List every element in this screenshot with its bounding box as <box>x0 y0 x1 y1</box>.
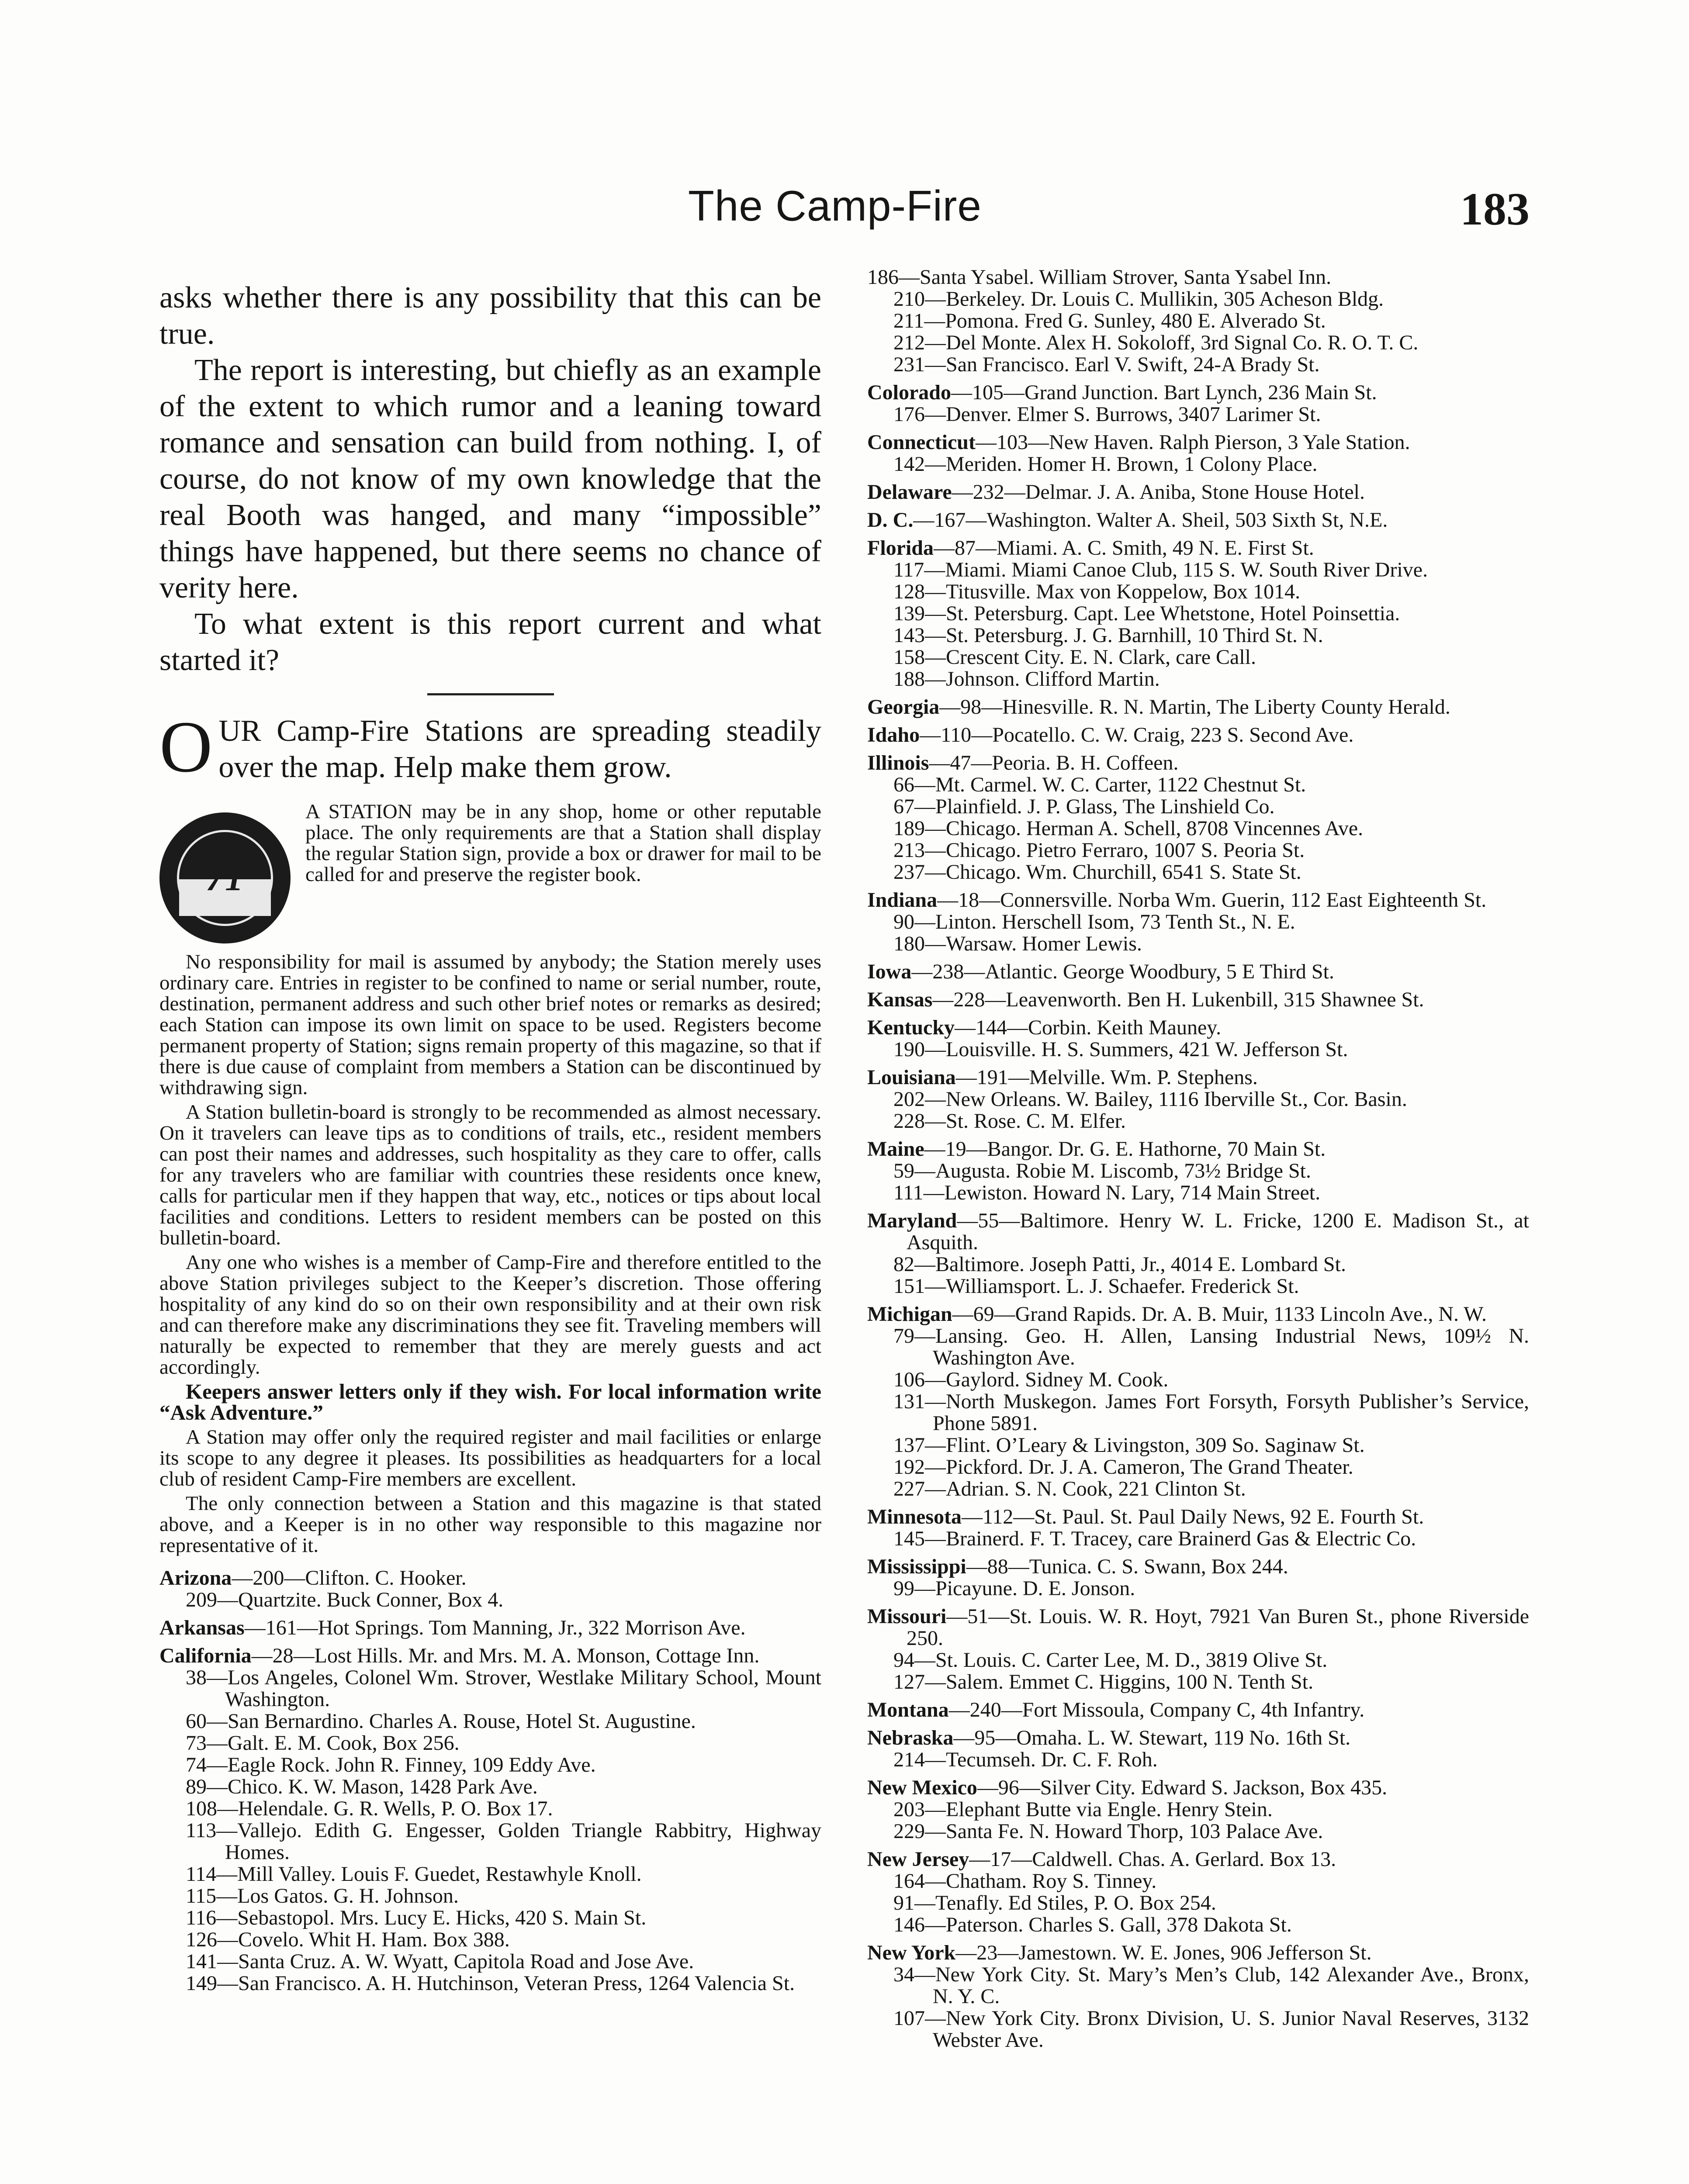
station-entry-text: 113—Vallejo. Edith G. Engesser, Golden Triangle Rabbitry, Highway Homes. <box>186 1819 821 1864</box>
notice-paragraph: No responsibility for mail is assumed by anybody; the Station merely uses ordinary care. Entries in register to be confined to name or serial number, route, destination, permanent address and such other brief notes or remarks as desired; each Station can impose its own limit on space to be used. Registers become permanent property of Station; signs remain property of this magazine, so that if there is due cause of complaint from members a Station can be discontinued by withdrawing sign. <box>159 950 821 1099</box>
station-state: Maryland <box>867 1209 957 1232</box>
station-state: Georgia <box>867 695 940 719</box>
station-entry-text: —98—Hinesville. R. N. Martin, The Liberty County Herald. <box>939 695 1450 719</box>
station-group <box>159 1617 821 1639</box>
page-number: 183 <box>1460 183 1530 235</box>
station-group <box>867 889 1529 955</box>
station-entry-text: 139—St. Petersburg. Capt. Lee Whetstone, Hotel Poinsettia. <box>893 602 1400 625</box>
station-entry-text: 115—Los Gatos. G. H. Johnson. <box>186 1884 459 1908</box>
station-entry-text: 89—Chico. K. W. Mason, 1428 Park Ave. <box>186 1775 538 1798</box>
article-paragraph: To what extent is this report current and what started it? <box>159 607 821 677</box>
station-entry-text: 231—San Francisco. Earl V. Swift, 24-A Brady St. <box>893 353 1320 376</box>
station-entry <box>867 1017 1529 1039</box>
station-entry-text: 151—Williamsport. L. J. Schaefer. Frederick St. <box>893 1275 1299 1298</box>
station-group <box>867 266 1529 376</box>
station-entry-text: —19—Bangor. Dr. G. E. Hathorne, 70 Main St. <box>924 1137 1326 1161</box>
station-entry <box>867 404 1529 425</box>
station-entry-text: —17—Caldwell. Chas. A. Gerlard. Box 13. <box>969 1848 1336 1871</box>
notice-paragraph: Any one who wishes is a member of Camp-Fire and therefore entitled to the above Station privileges subject to the Keeper’s discretion. Those offering hospitality of any kind do so on their own responsibility and at their own risk and can therefore make any discriminations they see fit. Traveling members will naturally be expected to remember that they are merely guests and act accordingly. <box>159 1251 821 1379</box>
station-entry <box>867 1821 1529 1842</box>
station-group <box>867 1727 1529 1771</box>
station-entry <box>867 1456 1529 1478</box>
article-paragraph: asks whether there is any possibility that this can be true. <box>159 281 821 351</box>
station-entry-text: 158—Crescent City. E. N. Clark, care Call. <box>893 646 1256 669</box>
station-state: Nebraska <box>867 1726 954 1749</box>
station-entry-text: 79—Lansing. Geo. H. Allen, Lansing Industrial News, 109½ N. Washington Ave. <box>893 1324 1529 1369</box>
station-entry-text: —47—Peoria. B. H. Coffeen. <box>929 751 1179 774</box>
station-state: Kentucky <box>867 1016 955 1039</box>
station-group <box>867 1210 1529 1297</box>
station-entry-text: —238—Atlantic. George Woodbury, 5 E Third St. <box>911 960 1334 983</box>
station-entry <box>867 933 1529 955</box>
notice-paragraph: A STATION may be in any shop, home or other reputable place. The only requirements are that a Station shall display the regular Station sign, provide a box or drawer for mail to be called for and preserve the register book. <box>305 801 821 886</box>
station-entry-text: —51—St. Louis. W. R. Hoyt, 7921 Van Buren St., phone Riverside 250. <box>907 1605 1529 1650</box>
station-state: California <box>159 1644 252 1667</box>
station-entry <box>159 1820 821 1863</box>
right-column <box>867 266 1529 2184</box>
station-state: Michigan <box>867 1303 952 1326</box>
station-entry <box>867 1528 1529 1550</box>
article-paragraph: The report is interesting, but chiefly as an example of the extent to which rumor and a leaning toward romance and sensation can build from nothing. I, of course, do not know of my own knowledge that the real Booth was hanged, and many “impossible” things have happened, but there seems no chance of verity here. <box>159 353 821 605</box>
station-group <box>867 1138 1529 1204</box>
station-group <box>867 1849 1529 1936</box>
station-entry <box>867 646 1529 668</box>
station-entry-text: 131—North Muskegon. James Fort Forsyth, Forsyth Publisher’s Service, Phone 5891. <box>893 1390 1529 1435</box>
station-entry <box>159 1863 821 1885</box>
station-entry <box>867 1799 1529 1821</box>
station-entry-text: 73—Galt. E. M. Cook, Box 256. <box>186 1731 460 1755</box>
station-entry <box>159 1973 821 1994</box>
station-entry <box>867 668 1529 690</box>
station-state: Connecticut <box>867 431 976 454</box>
station-state: D. C. <box>867 508 914 532</box>
station-entry-text: 38—Los Angeles, Colonel Wm. Strover, Westlake Military School, Mount Washington. <box>186 1666 821 1711</box>
station-entry <box>867 432 1529 453</box>
station-entry-text: —96—Silver City. Edward S. Jackson, Box 435. <box>977 1776 1388 1799</box>
group-gap <box>867 2051 1529 2057</box>
stations-intro-text: UR Camp-Fire Stations are spreading steadily over the map. Help make them grow. <box>218 714 821 784</box>
station-entry-text: 99—Picayune. D. E. Jonson. <box>893 1577 1135 1600</box>
station-entry <box>867 1089 1529 1110</box>
station-entry-text: —112—St. Paul. St. Paul Daily News, 92 E. Fourth St. <box>962 1505 1424 1528</box>
station-entry <box>159 1929 821 1951</box>
station-entry <box>867 382 1529 404</box>
station-entry-text: 34—New York City. St. Mary’s Men’s Club, 142 Alexander Ave., Bronx, N. Y. C. <box>893 1963 1529 2008</box>
station-entry <box>867 818 1529 840</box>
station-entry <box>867 1578 1529 1600</box>
notice-paragraph: The only connection between a Station and this magazine is that stated above, and a Keeper is in no other way responsible to this magazine nor representative of it. <box>159 1492 821 1556</box>
station-entry <box>867 1160 1529 1182</box>
station-entry-text: 128—Titusville. Max von Koppelow, Box 1014. <box>893 580 1301 603</box>
station-entry <box>159 1798 821 1820</box>
group-gap <box>159 1994 821 2001</box>
station-state: Florida <box>867 536 934 560</box>
station-entry-text: 214—Tecumseh. Dr. C. F. Roh. <box>893 1748 1158 1771</box>
station-entry <box>867 696 1529 718</box>
keepers-notice: Keepers answer letters only if they wish. For local information write “Ask Adventure.” <box>159 1379 821 1424</box>
station-entry <box>867 453 1529 475</box>
station-sign-badge <box>159 812 291 943</box>
station-entry <box>159 1567 821 1589</box>
station-entry-text: —23—Jamestown. W. E. Jones, 906 Jefferson St. <box>955 1941 1372 1964</box>
notice-paragraph: A Station bulletin-board is strongly to be recommended as almost necessary. On it travelers can leave tips as to conditions of trails, etc., resident members can post their names and addresses, such hospitality as they care to offer, calls for any travelers who are familiar with countries these residents once knew, calls for particular men if they happen that way, etc., notices or tips about local facilities and conditions. Letters to resident members can be posted on this bulletin-board. <box>159 1101 821 1249</box>
station-entry-text: —200—Clifton. C. Hooker. <box>232 1566 467 1590</box>
station-entry <box>867 2008 1529 2051</box>
station-entry <box>867 1671 1529 1693</box>
station-group <box>867 696 1529 718</box>
station-group <box>867 1067 1529 1132</box>
station-entry <box>159 1732 821 1754</box>
station-state: Idaho <box>867 723 920 746</box>
station-entry <box>867 1275 1529 1297</box>
station-entry-text: 127—Salem. Emmet C. Higgins, 100 N. Tenth St. <box>893 1670 1314 1693</box>
station-entry <box>867 1556 1529 1578</box>
station-entry-text: 228—St. Rose. C. M. Elfer. <box>893 1109 1126 1133</box>
station-state: New Mexico <box>867 1776 977 1799</box>
station-entry <box>867 911 1529 933</box>
station-entry <box>867 1964 1529 2008</box>
station-group <box>867 432 1529 475</box>
station-entry <box>159 1617 821 1639</box>
station-entry-text: —144—Corbin. Keith Mauney. <box>955 1016 1222 1039</box>
station-group <box>867 1303 1529 1500</box>
station-entry <box>867 774 1529 796</box>
station-entry-text: 107—New York City. Bronx Division, U. S. Junior Naval Reserves, 3132 Webster Ave. <box>893 2007 1529 2052</box>
station-entry <box>867 310 1529 332</box>
station-entry <box>159 1589 821 1611</box>
station-group <box>867 1506 1529 1550</box>
station-entry-text: 189—Chicago. Herman A. Schell, 8708 Vincennes Ave. <box>893 817 1364 840</box>
station-entry-text: —88—Tunica. C. S. Swann, Box 244. <box>966 1555 1288 1578</box>
station-state: Montana <box>867 1698 949 1721</box>
station-entry-text: 164—Chatham. Roy S. Tinney. <box>893 1870 1157 1893</box>
station-entry <box>867 288 1529 310</box>
station-group <box>867 1017 1529 1061</box>
station-entry <box>159 1907 821 1929</box>
station-entry-text: 203—Elephant Butte via Engle. Henry Stein. <box>893 1798 1273 1821</box>
station-group <box>867 537 1529 690</box>
station-entry <box>867 509 1529 531</box>
page-title: The Camp-Fire <box>688 182 982 230</box>
station-entry <box>867 961 1529 983</box>
badge-number: 71 <box>206 857 244 898</box>
station-entry-text: 227—Adrian. S. N. Cook, 221 Clinton St. <box>893 1477 1246 1500</box>
station-entry <box>867 625 1529 646</box>
station-entry-text: 90—Linton. Herschell Isom, 73 Tenth St., N. E. <box>893 910 1295 933</box>
station-entry-text: —161—Hot Springs. Tom Manning, Jr., 322 Morrison Ave. <box>244 1616 746 1639</box>
station-entry <box>867 989 1529 1011</box>
station-entry-text: 117—Miami. Miami Canoe Club, 115 S. W. South River Drive. <box>893 558 1428 581</box>
station-entry-text: 143—St. Petersburg. J. G. Barnhill, 10 Third St. N. <box>893 624 1323 647</box>
station-state: Minnesota <box>867 1505 962 1528</box>
station-entry <box>867 1506 1529 1528</box>
station-entry <box>867 861 1529 883</box>
station-entry-text: —232—Delmar. J. A. Aniba, Stone House Hotel. <box>952 480 1365 504</box>
station-state: Arkansas <box>159 1616 245 1639</box>
station-entry <box>867 889 1529 911</box>
station-entry-text: 211—Pomona. Fred G. Sunley, 480 E. Alverado St. <box>893 309 1326 332</box>
stations-intro <box>159 706 821 788</box>
station-entry <box>867 1254 1529 1275</box>
station-entry <box>867 603 1529 625</box>
station-entry <box>867 1849 1529 1870</box>
station-entry <box>867 354 1529 376</box>
left-column <box>159 280 821 2184</box>
station-entry <box>159 1951 821 1973</box>
station-entry <box>867 1699 1529 1721</box>
station-group <box>867 1606 1529 1693</box>
station-entry-text: —69—Grand Rapids. Dr. A. B. Muir, 1133 Lincoln Ave., N. W. <box>952 1303 1487 1326</box>
station-entry <box>867 1777 1529 1799</box>
station-entry-text: —95—Omaha. L. W. Stewart, 119 No. 16th St. <box>953 1726 1351 1749</box>
station-entry-text: 142—Meriden. Homer H. Brown, 1 Colony Place. <box>893 453 1318 476</box>
station-state: New York <box>867 1941 956 1964</box>
station-entry <box>867 1138 1529 1160</box>
station-group <box>867 1699 1529 1721</box>
station-entry-text: 188—Johnson. Clifford Martin. <box>893 667 1160 691</box>
station-entry-text: 141—Santa Cruz. A. W. Wyatt, Capitola Road and Jose Ave. <box>186 1950 694 1973</box>
station-state: Louisiana <box>867 1066 956 1089</box>
station-entry <box>867 1942 1529 1964</box>
station-list-left <box>159 1567 821 2001</box>
station-entry-text: —105—Grand Junction. Bart Lynch, 236 Main St. <box>951 381 1377 404</box>
station-state: Missouri <box>867 1605 947 1628</box>
station-entry <box>159 1711 821 1732</box>
station-entry-text: —55—Baltimore. Henry W. L. Fricke, 1200 E. Madison St., at Asquith. <box>907 1209 1529 1254</box>
station-entry <box>867 1749 1529 1771</box>
station-list-right <box>867 266 1529 2057</box>
page-header <box>0 0 1689 245</box>
station-entry-text: —28—Lost Hills. Mr. and Mrs. M. A. Monson, Cottage Inn. <box>251 1644 760 1667</box>
station-entry-text: 180—Warsaw. Homer Lewis. <box>893 932 1142 955</box>
station-entry-text: 186—Santa Ysabel. William Strover, Santa Ysabel Inn. <box>867 266 1332 289</box>
station-entry-text: 67—Plainfield. J. P. Glass, The Linshield Co. <box>893 795 1275 818</box>
station-entry <box>867 332 1529 354</box>
station-entry <box>159 1754 821 1776</box>
station-entry-text: —191—Melville. Wm. P. Stephens. <box>955 1066 1258 1089</box>
station-entry-text: 116—Sebastopol. Mrs. Lucy E. Hicks, 420 S. Main St. <box>186 1906 647 1929</box>
station-entry-text: —228—Leavenworth. Ben H. Lukenbill, 315 Shawnee St. <box>932 988 1424 1011</box>
station-notice <box>159 801 821 1556</box>
station-group <box>867 1942 1529 2051</box>
station-entry-text: 114—Mill Valley. Louis F. Guedet, Restawhyle Knoll. <box>186 1863 642 1886</box>
station-entry <box>867 1649 1529 1671</box>
station-entry-text: 212—Del Monte. Alex H. Sokoloff, 3rd Signal Co. R. O. T. C. <box>893 331 1419 354</box>
station-entry-text: —240—Fort Missoula, Company C, 4th Infantry. <box>948 1698 1365 1721</box>
station-entry-text: 145—Brainerd. F. T. Tracey, care Brainerd Gas & Electric Co. <box>893 1527 1416 1550</box>
station-state: Mississippi <box>867 1555 966 1578</box>
station-entry <box>867 1182 1529 1204</box>
station-group <box>867 724 1529 746</box>
station-entry <box>867 1892 1529 1914</box>
station-entry <box>867 266 1529 288</box>
station-entry-text: —18—Connersville. Norba Wm. Guerin, 112 East Eighteenth St. <box>937 888 1487 912</box>
station-entry-text: 146—Paterson. Charles S. Gall, 378 Dakota St. <box>893 1913 1292 1936</box>
station-entry <box>159 1645 821 1667</box>
station-state: Illinois <box>867 751 929 774</box>
station-entry <box>867 840 1529 861</box>
station-entry-text: —103—New Haven. Ralph Pierson, 3 Yale Station. <box>975 431 1410 454</box>
station-entry-text: 94—St. Louis. C. Carter Lee, M. D., 3819 Olive St. <box>893 1648 1328 1672</box>
station-entry-text: 202—New Orleans. W. Bailey, 1116 Iberville St., Cor. Basin. <box>893 1088 1407 1111</box>
drop-cap: O <box>159 706 213 788</box>
station-group <box>867 1777 1529 1842</box>
station-entry <box>867 1210 1529 1254</box>
station-entry <box>867 1303 1529 1325</box>
station-entry-text: 237—Chicago. Wm. Churchill, 6541 S. State St. <box>893 860 1301 884</box>
station-entry-text: 111—Lewiston. Howard N. Lary, 714 Main Street. <box>893 1181 1321 1204</box>
station-entry-text: 91—Tenafly. Ed Stiles, P. O. Box 254. <box>893 1891 1216 1914</box>
station-entry <box>867 1606 1529 1649</box>
station-entry-text: 149—San Francisco. A. H. Hutchinson, Veteran Press, 1264 Valencia St. <box>186 1972 795 1995</box>
station-group <box>867 989 1529 1011</box>
station-state: Iowa <box>867 960 912 983</box>
station-entry <box>867 1727 1529 1749</box>
station-group <box>867 1556 1529 1600</box>
station-entry <box>867 537 1529 559</box>
station-group <box>867 382 1529 425</box>
station-entry <box>867 1434 1529 1456</box>
station-entry <box>867 1870 1529 1892</box>
station-entry-text: —167—Washington. Walter A. Sheil, 503 Sixth St, N.E. <box>913 508 1388 532</box>
section-divider <box>427 693 554 695</box>
badge-ring <box>177 830 273 926</box>
station-entry-text: —110—Pocatello. C. W. Craig, 223 S. Second Ave. <box>920 723 1354 746</box>
station-state: Maine <box>867 1137 924 1161</box>
station-entry-text: 137—Flint. O’Leary & Livingston, 309 So. Saginaw St. <box>893 1434 1365 1457</box>
station-entry <box>867 796 1529 818</box>
station-state: Arizona <box>159 1566 232 1590</box>
station-entry-text: 60—San Bernardino. Charles A. Rouse, Hotel St. Augustine. <box>186 1710 696 1733</box>
station-entry <box>867 1110 1529 1132</box>
station-entry <box>867 1369 1529 1391</box>
station-group <box>867 481 1529 503</box>
station-group <box>867 509 1529 531</box>
station-state: New Jersey <box>867 1848 969 1871</box>
station-entry-text: —87—Miami. A. C. Smith, 49 N. E. First St. <box>934 536 1314 560</box>
notice-paragraph: A Station may offer only the required register and mail facilities or enlarge its scope to any degree it pleases. Its possibilities as headquarters for a local club of resident Camp-Fire members are excellent. <box>159 1426 821 1490</box>
station-entry-text: 192—Pickford. Dr. J. A. Cameron, The Grand Theater. <box>893 1455 1353 1479</box>
station-entry <box>867 1478 1529 1500</box>
station-state: Indiana <box>867 888 938 912</box>
station-entry-text: 190—Louisville. H. S. Summers, 421 W. Jefferson St. <box>893 1038 1348 1061</box>
station-entry <box>867 1325 1529 1369</box>
station-entry-text: 229—Santa Fe. N. Howard Thorp, 103 Palace Ave. <box>893 1820 1323 1843</box>
station-entry <box>867 1067 1529 1089</box>
station-entry <box>867 752 1529 774</box>
station-entry-text: 59—Augusta. Robie M. Liscomb, 73½ Bridge St. <box>893 1159 1311 1182</box>
station-entry <box>867 1391 1529 1434</box>
station-state: Delaware <box>867 480 952 504</box>
station-group <box>867 752 1529 883</box>
station-entry-text: 126—Covelo. Whit H. Ham. Box 388. <box>186 1928 510 1951</box>
station-entry-text: 209—Quartzite. Buck Conner, Box 4. <box>186 1588 504 1611</box>
station-entry <box>867 1914 1529 1936</box>
station-entry <box>159 1885 821 1907</box>
station-entry <box>867 481 1529 503</box>
station-entry-text: 66—Mt. Carmel. W. C. Carter, 1122 Chestnut St. <box>893 773 1306 796</box>
station-group <box>159 1645 821 1994</box>
station-entry <box>867 1039 1529 1061</box>
station-entry <box>159 1776 821 1798</box>
station-group <box>867 961 1529 983</box>
station-entry-text: 108—Helendale. G. R. Wells, P. O. Box 17. <box>186 1797 553 1820</box>
station-entry <box>159 1667 821 1711</box>
station-group <box>159 1567 821 1611</box>
station-state: Colorado <box>867 381 951 404</box>
station-entry-text: 210—Berkeley. Dr. Louis C. Mullikin, 305 Acheson Bldg. <box>893 287 1384 311</box>
station-entry-text: 82—Baltimore. Joseph Patti, Jr., 4014 E. Lombard St. <box>893 1253 1346 1276</box>
station-entry-text: 106—Gaylord. Sidney M. Cook. <box>893 1368 1169 1391</box>
station-entry-text: 176—Denver. Elmer S. Burrows, 3407 Larimer St. <box>893 403 1321 426</box>
station-state: Kansas <box>867 988 933 1011</box>
station-entry <box>867 559 1529 581</box>
station-entry-text: 213—Chicago. Pietro Ferraro, 1007 S. Peoria St. <box>893 839 1305 862</box>
station-entry <box>867 581 1529 603</box>
station-entry-text: 74—Eagle Rock. John R. Finney, 109 Eddy Ave. <box>186 1753 596 1776</box>
station-entry <box>867 724 1529 746</box>
